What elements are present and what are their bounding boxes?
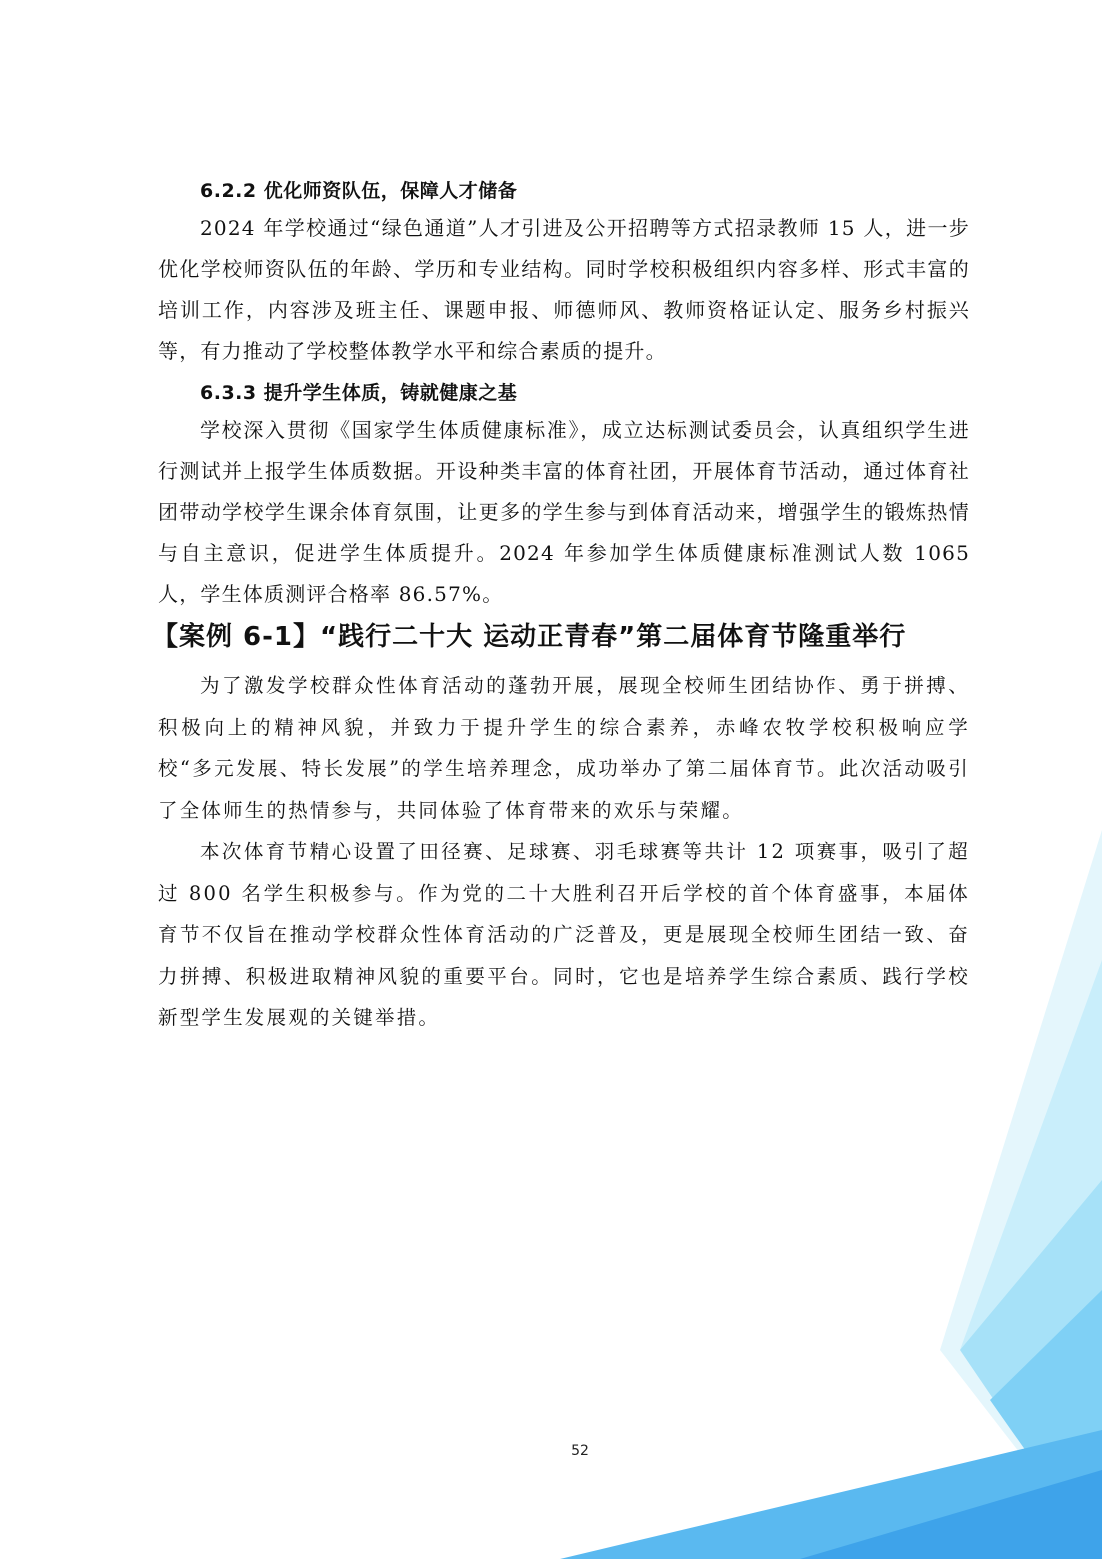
paragraph-teacher-team: 2024 年学校通过“绿色通道”人才引进及公开招聘等方式招录教师 15 人，进一步优化学校师资队伍的年龄、学历和专业结构。同时学校积极组织内容多样、形式丰富的培训工作，内容涉及班主任、课题申报、师德师风、教师资格证认定、服务乡村振兴等，有力推动了学校整体教学水平和综合素质的提升。: [158, 216, 970, 363]
paragraph-student-fitness: 学校深入贯彻《国家学生体质健康标准》，成立达标测试委员会，认真组织学生进行测试并上报学生体质数据。开设种类丰富的体育社团，开展体育节活动，通过体育社团带动学校学生课余体育氛围，让更多的学生参与到体育活动来，增强学生的锻炼热情与自主意识，促进学生体质提升。2024 年参加学生体质健康标准测试人数 1065 人，学生体质测评合格率 86.57%。: [158, 418, 970, 606]
page-content: [152, 174, 970, 1039]
case-paragraph-details: 本次体育节精心设置了田径赛、足球赛、羽毛球赛等共计 12 项赛事，吸引了超过 800 名学生积极参与。作为党的二十大胜利召开后学校的首个体育盛事，本届体育节不仅旨在推动学校群众性体育活动的广泛普及，更是展现全校师生团结一致、奋力拼搏、积极进取精神风貌的重要平台。同时，它也是培养学生综合素质、践行学校新型学生发展观的关键举措。: [158, 840, 970, 1029]
page-number: 52: [571, 1443, 589, 1459]
case-title: 【案例 6-1】“践行二十大 运动正青春”第二届体育节隆重举行: [152, 622, 907, 652]
section-heading-student-fitness: 6.3.3 提升学生体质，铸就健康之基: [200, 382, 518, 404]
case-paragraph-intro: 为了激发学校群众性体育活动的蓬勃开展，展现全校师生团结协作、勇于拼搏、积极向上的精神风貌，并致力于提升学生的综合素养，赤峰农牧学校积极响应学校“多元发展、特长发展”的学生培养理念，成功举办了第二届体育节。此次活动吸引了全体师生的热情参与，共同体验了体育带来的欢乐与荣耀。: [158, 674, 970, 822]
section-heading-teacher-team: 6.2.2 优化师资队伍，保障人才储备: [200, 180, 518, 202]
